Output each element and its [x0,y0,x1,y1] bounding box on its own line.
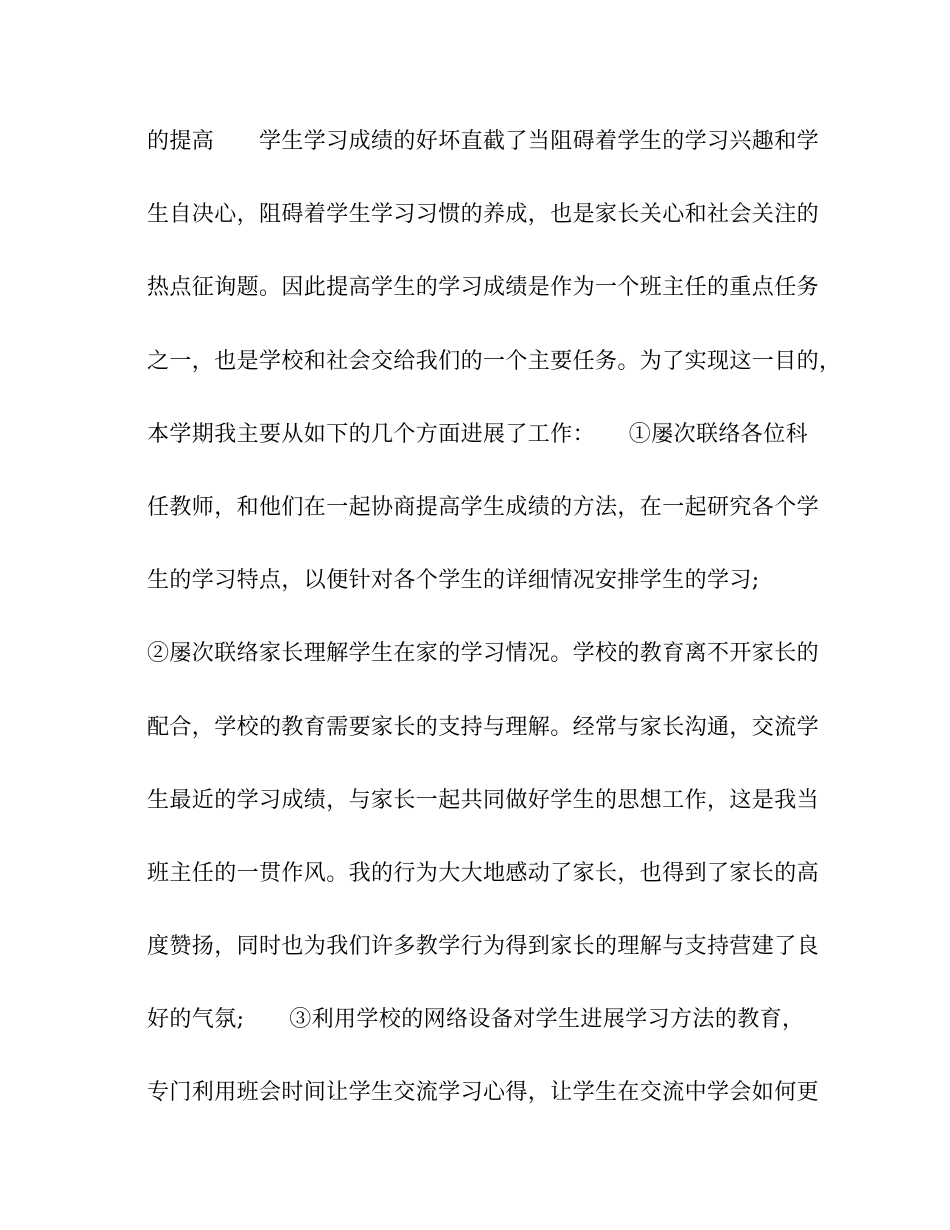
text-line-9: 配合，学校的教育需要家长的支持与理解。经常与家长沟通，交流学 [147,714,820,740]
text-line-2: 生自决心，阻碍着学生学习习惯的养成，也是家长关心和社会关注的 [147,202,820,228]
text-line-10: 生最近的学习成绩，与家长一起共同做好学生的思想工作，这是我当 [147,787,820,813]
text-line-4: 之一，也是学校和社会交给我们的一个主要任务。为了实现这一目的， [147,348,842,374]
text-line-13: 好的气氛; ③利用学校的网络设备对学生进展学习方法的教育， [147,1007,805,1033]
text-line-11: 班主任的一贯作风。我的行为大大地感动了家长，也得到了家长的高 [147,860,820,886]
body-text [147,122,842,1147]
text-line-14: 专门利用班会时间让学生交流学习心得，让学生在交流中学会如何更 [147,1080,820,1106]
text-line-12: 度赞扬，同时也为我们许多教学行为得到家长的理解与支持营建了良 [147,934,820,960]
text-line-8: ②屡次联络家长理解学生在家的学习情况。学校的教育离不开家长的 [147,641,820,667]
text-line-3: 热点征询题。因此提高学生的学习成绩是作为一个班主任的重点任务 [147,275,820,301]
text-line-7: 生的学习特点，以便针对各个学生的详细情况安排学生的学习; [147,568,760,594]
text-line-5: 本学期我主要从如下的几个方面进展了工作： ①屡次联络各位科 [147,421,809,447]
text-line-6: 任教师，和他们在一起协商提高学生成绩的方法，在一起研究各个学 [147,494,820,520]
text-line-1: 的提高 学生学习成绩的好坏直截了当阻碍着学生的学习兴趣和学 [147,129,820,154]
